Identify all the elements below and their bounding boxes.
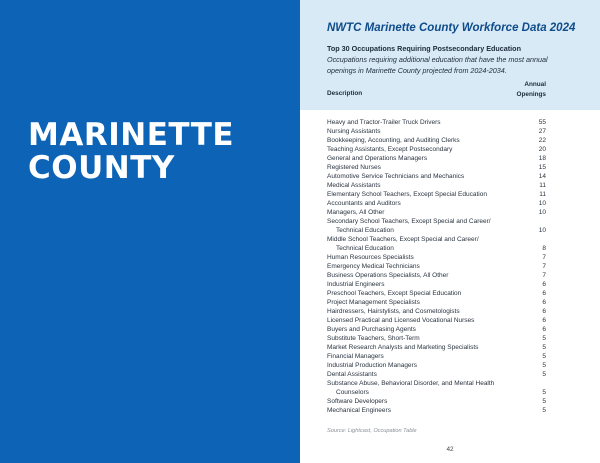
occupation-description <box>327 379 522 397</box>
occupation-name: Substitute Teachers, Short-Term <box>327 335 420 342</box>
document-title: NWTC Marinette County Workforce Data 2024 <box>327 22 576 34</box>
annual-openings-value: 14 <box>538 173 546 180</box>
occupation-description <box>327 325 522 334</box>
occupation-description <box>327 316 522 325</box>
occupation-description <box>327 343 522 352</box>
occupation-name: Industrial Engineers <box>327 281 385 288</box>
column-header-openings-line2: Openings <box>516 90 546 98</box>
table-row <box>327 406 546 415</box>
occupation-description <box>327 352 522 361</box>
occupation-description <box>327 406 522 415</box>
annual-openings-value: 10 <box>538 227 546 234</box>
occupation-name: Software Developers <box>327 398 388 405</box>
occupation-name: Market Research Analysts and Marketing Specialists <box>327 344 479 351</box>
occupation-name: Hairdressers, Hairstylists, and Cosmetologists <box>327 308 460 315</box>
annual-openings-value: 6 <box>542 308 546 315</box>
occupation-description <box>327 253 522 262</box>
occupation-description <box>327 163 522 172</box>
table-row <box>327 343 546 352</box>
annual-openings-value: 5 <box>542 398 546 405</box>
table-row <box>327 325 546 334</box>
table-row <box>327 235 546 253</box>
occupations-table <box>327 118 546 415</box>
occupation-name: Elementary School Teachers, Except Special Education <box>327 191 487 198</box>
occupation-description <box>327 280 522 289</box>
table-row <box>327 262 546 271</box>
occupation-description <box>327 271 522 280</box>
table-row <box>327 361 546 370</box>
occupation-description <box>327 397 522 406</box>
table-row <box>327 217 546 235</box>
occupation-description <box>327 118 522 127</box>
occupation-name: Managers, All Other <box>327 209 385 216</box>
occupation-name: Substance Abuse, Behavioral Disorder, and Mental Health <box>327 380 495 387</box>
occupation-name: Accountants and Auditors <box>327 200 401 207</box>
occupation-description <box>327 289 522 298</box>
table-row <box>327 334 546 343</box>
county-title <box>28 119 298 185</box>
occupation-name: Bookkeeping, Accounting, and Auditing Clerks <box>327 137 460 144</box>
occupation-name: Automotive Service Technicians and Mechanics <box>327 173 465 180</box>
column-header-annual-openings <box>494 80 546 99</box>
occupation-description <box>327 262 522 271</box>
table-row <box>327 154 546 163</box>
source-note: Source: Lightcast, Occupation Table <box>327 428 417 434</box>
annual-openings-value: 5 <box>542 362 546 369</box>
occupation-description <box>327 298 522 307</box>
column-header-openings-line1: Annual <box>524 81 546 88</box>
table-row <box>327 190 546 199</box>
occupation-name: Industrial Production Managers <box>327 362 417 369</box>
annual-openings-value: 27 <box>538 128 546 135</box>
annual-openings-value: 22 <box>538 137 546 144</box>
annual-openings-value: 8 <box>542 245 546 252</box>
occupation-name: Preschool Teachers, Except Special Education <box>327 290 462 297</box>
table-row <box>327 199 546 208</box>
table-row <box>327 136 546 145</box>
occupation-name: Emergency Medical Technicians <box>327 263 420 270</box>
occupation-description <box>327 235 522 253</box>
occupation-description <box>327 190 522 199</box>
table-row <box>327 145 546 154</box>
occupation-name-continued: Counselors <box>336 389 369 396</box>
occupation-name: Medical Assistants <box>327 182 381 189</box>
annual-openings-value: 11 <box>539 182 546 189</box>
occupation-name: Registered Nurses <box>327 164 381 171</box>
occupation-name: Buyers and Purchasing Agents <box>327 326 416 333</box>
table-row <box>327 181 546 190</box>
column-header-description: Description <box>327 90 363 97</box>
table-row <box>327 370 546 379</box>
occupation-description <box>327 217 522 235</box>
table-row <box>327 127 546 136</box>
table-row <box>327 253 546 262</box>
table-row <box>327 118 546 127</box>
annual-openings-value: 7 <box>542 263 546 270</box>
table-row <box>327 280 546 289</box>
county-title-line1: MARINETTE <box>28 117 235 153</box>
annual-openings-value: 55 <box>538 119 546 126</box>
occupation-name: Project Management Specialists <box>327 299 420 306</box>
table-title: Top 30 Occupations Requiring Postsecondary Education <box>327 44 521 53</box>
annual-openings-value: 6 <box>542 317 546 324</box>
annual-openings-value: 7 <box>542 272 546 279</box>
table-subtitle: Occupations requiring additional education that have the most annual openings in Marinette County projected from 2024-2034. <box>327 55 548 75</box>
occupation-name: Licensed Practical and Licensed Vocational Nurses <box>327 317 475 324</box>
annual-openings-value: 11 <box>539 191 546 198</box>
occupation-description <box>327 361 522 370</box>
page-number: 42 <box>446 446 454 453</box>
occupation-description <box>327 334 522 343</box>
occupation-name: Dental Assistants <box>327 371 377 378</box>
occupation-name: General and Operations Managers <box>327 155 428 162</box>
occupation-name: Teaching Assistants, Except Postsecondary <box>327 146 453 153</box>
occupation-description <box>327 370 522 379</box>
occupation-name: Secondary School Teachers, Except Special and Career/ <box>327 218 491 225</box>
table-row <box>327 379 546 397</box>
occupation-description <box>327 136 522 145</box>
table-row <box>327 271 546 280</box>
occupation-name: Business Operations Specialists, All Other <box>327 272 449 279</box>
annual-openings-value: 10 <box>538 209 546 216</box>
annual-openings-value: 7 <box>542 254 546 261</box>
occupation-description <box>327 172 522 181</box>
occupation-name: Heavy and Tractor-Trailer Truck Drivers <box>327 119 441 126</box>
occupation-name: Human Resources Specialists <box>327 254 414 261</box>
table-row <box>327 289 546 298</box>
table-row <box>327 298 546 307</box>
annual-openings-value: 5 <box>542 335 546 342</box>
table-row <box>327 172 546 181</box>
annual-openings-value: 5 <box>542 344 546 351</box>
annual-openings-value: 6 <box>542 290 546 297</box>
annual-openings-value: 20 <box>538 146 546 153</box>
occupation-description <box>327 145 522 154</box>
occupation-description <box>327 208 522 217</box>
table-row <box>327 208 546 217</box>
annual-openings-value: 6 <box>542 281 546 288</box>
occupation-name: Mechanical Engineers <box>327 407 391 414</box>
annual-openings-value: 5 <box>542 353 546 360</box>
occupation-description <box>327 127 522 136</box>
occupation-description <box>327 154 522 163</box>
occupation-description <box>327 181 522 190</box>
table-row <box>327 307 546 316</box>
occupation-description <box>327 199 522 208</box>
annual-openings-value: 15 <box>538 164 546 171</box>
occupation-name: Nursing Assistants <box>327 128 381 135</box>
table-row <box>327 397 546 406</box>
occupation-name-continued: Technical Education <box>336 227 394 234</box>
annual-openings-value: 18 <box>538 155 546 162</box>
table-row <box>327 316 546 325</box>
annual-openings-value: 5 <box>542 407 546 414</box>
table-row <box>327 163 546 172</box>
annual-openings-value: 6 <box>542 299 546 306</box>
annual-openings-value: 10 <box>538 200 546 207</box>
occupation-name-continued: Technical Education <box>336 245 394 252</box>
table-row <box>327 352 546 361</box>
annual-openings-value: 5 <box>542 371 546 378</box>
occupation-name: Financial Managers <box>327 353 384 360</box>
annual-openings-value: 5 <box>542 389 546 396</box>
occupation-name: Middle School Teachers, Except Special and Career/ <box>327 236 479 243</box>
county-title-line2: COUNTY <box>28 150 175 186</box>
annual-openings-value: 6 <box>542 326 546 333</box>
occupation-description <box>327 307 522 316</box>
